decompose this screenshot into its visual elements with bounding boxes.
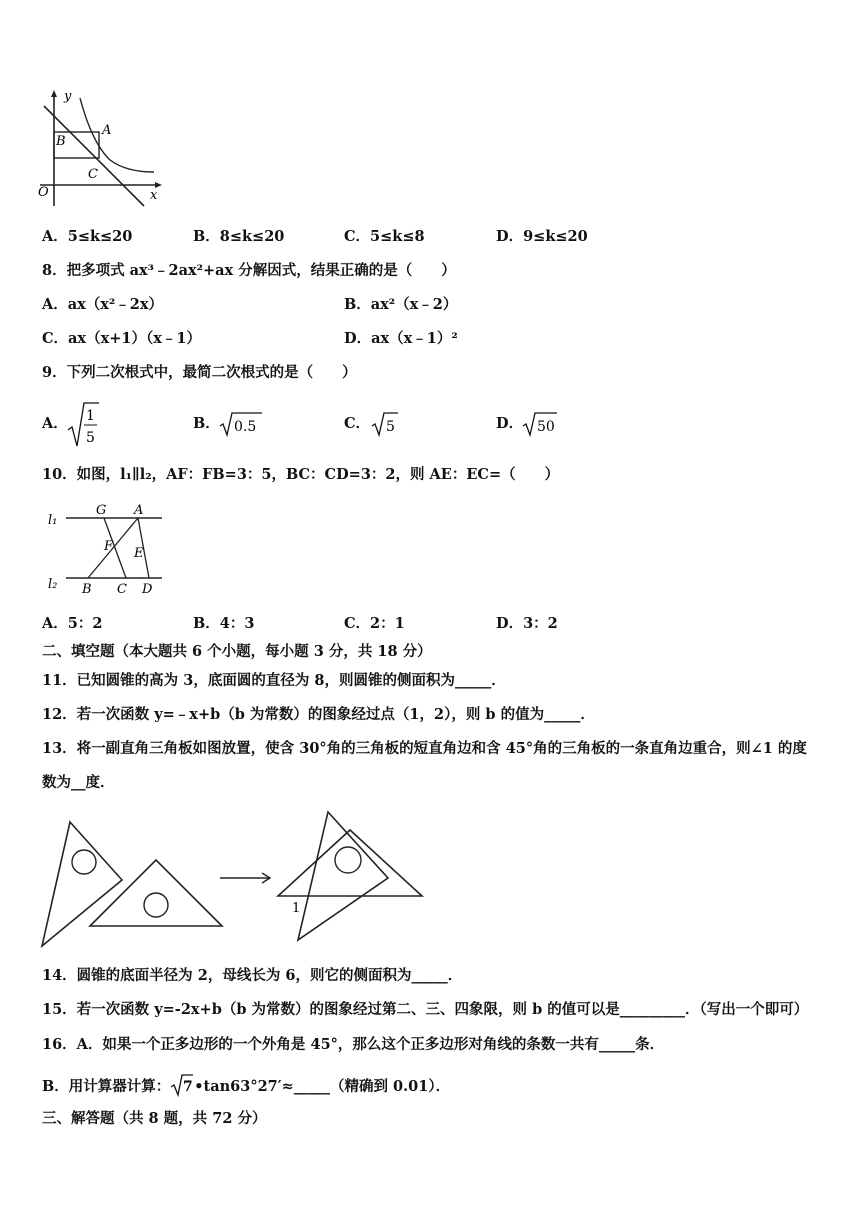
q10-c-label: C [117,582,127,597]
q10-option-d: D．3：2 [496,615,558,632]
q15-text: 15．若一次函数 y=-2x+b（b 为常数）的图象经过第二、三、四象限，则 b 的值可以是_________．（写出一个即可） [42,1001,809,1018]
q12-text: 12．若一次函数 y=﹣x+b（b 为常数）的图象经过点（1，2），则 b 的值为_____． [42,706,595,723]
q7-figure [36,88,166,210]
q16a-text: 16．A．如果一个正多边形的一个外角是 45°，那么这个正多边形对角线的条数一共有_____条． [42,1036,665,1053]
q16b-suffix: •tan63°27′≈_____（精确到 0.01）． [194,1078,451,1095]
q10-a-label: A [134,503,144,518]
q16b-prefix: B．用计算器计算： [42,1078,171,1095]
q7-y-label: y [64,89,72,104]
q8-option-b: B．ax²（x﹣2） [344,296,458,313]
q7-option-c: C．5≤k≤8 [344,228,425,245]
q10-g-label: G [96,503,107,518]
q9-option-c [344,414,370,434]
q8-option-c: C．ax（x+1）（x﹣1） [42,330,201,347]
q10-d-label: D [142,582,153,597]
q9-option-a-letter: A． [42,415,68,432]
q10-option-c: C．2：1 [344,615,405,632]
q9-option-c-radical [371,410,399,438]
q16b-radicand: 7 [183,1079,194,1095]
q10-stem: 10．如图，l₁∥l₂，AF：FB=3：5，BC：CD=3：2，则 AE：EC=（ ） [42,466,560,483]
q8-option-a: A．ax（x²﹣2x） [42,296,164,313]
q9-option-d-radical [522,410,558,438]
q16b-line [42,1073,450,1097]
q13-line-1: 13．将一副直角三角板如图放置，使含 30°角的三角板的短直角边和含 45°角的三角板的一条直角边重合，则∠1 的度 [42,740,807,757]
q13-angle-label: 1 [292,901,301,916]
q9-c-radicand: 5 [386,419,395,435]
q7-x-label: x [150,188,158,203]
q7-o-label: O [38,185,49,200]
q10-l1-label: l₁ [48,513,58,528]
q8-option-d: D．ax（x﹣1）² [344,330,458,347]
q10-l2-label: l₂ [48,577,58,592]
q14-text: 14．圆锥的底面半径为 2，母线长为 6，则它的侧面积为_____． [42,967,463,984]
q7-a-label: A [102,123,112,138]
q8-stem: 8．把多项式 ax³﹣2ax²+ax 分解因式，结果正确的是（ ） [42,262,456,279]
q10-option-a: A．5：2 [42,615,103,632]
q10-figure [40,500,170,600]
q9-option-d-letter: D． [496,415,524,432]
q13-figure [36,808,436,950]
q11-text: 11．已知圆锥的高为 3，底面圆的直径为 8，则圆锥的侧面积为_____． [42,672,506,689]
q9-option-b-letter: B． [193,415,220,432]
q9-option-d [496,414,523,434]
q9-b-radicand: 0.5 [234,419,257,435]
q9-option-c-letter: C． [344,415,371,432]
q13-line-2: 数为__度． [42,774,115,791]
q9-a-numerator: 1 [86,408,95,424]
q7-option-d: D．9≤k≤20 [496,228,588,245]
q9-option-a-radical [66,400,100,450]
q10-e-label: E [134,546,144,561]
q10-f-label: F [104,539,114,554]
q10-b-label: B [82,582,92,597]
q9-stem: 9．下列二次根式中，最简二次根式的是（ ） [42,364,357,381]
q7-c-label: C [88,167,98,182]
section-2-heading: 二、填空题（本大题共 6 个小题，每小题 3 分，共 18 分） [42,643,432,660]
q7-b-label: B [56,134,66,149]
q7-option-b: B．8≤k≤20 [193,228,285,245]
q7-option-a: A．5≤k≤20 [42,228,133,245]
q10-option-b: B．4：3 [193,615,255,632]
q9-a-denominator: 5 [86,430,95,446]
section-3-heading: 三、解答题（共 8 题，共 72 分） [42,1110,267,1127]
q9-option-b-radical [219,410,263,438]
q9-d-radicand: 50 [537,419,555,435]
q9-option-a [42,414,68,434]
q16b-radical [170,1073,194,1097]
q9-option-b [193,414,220,434]
